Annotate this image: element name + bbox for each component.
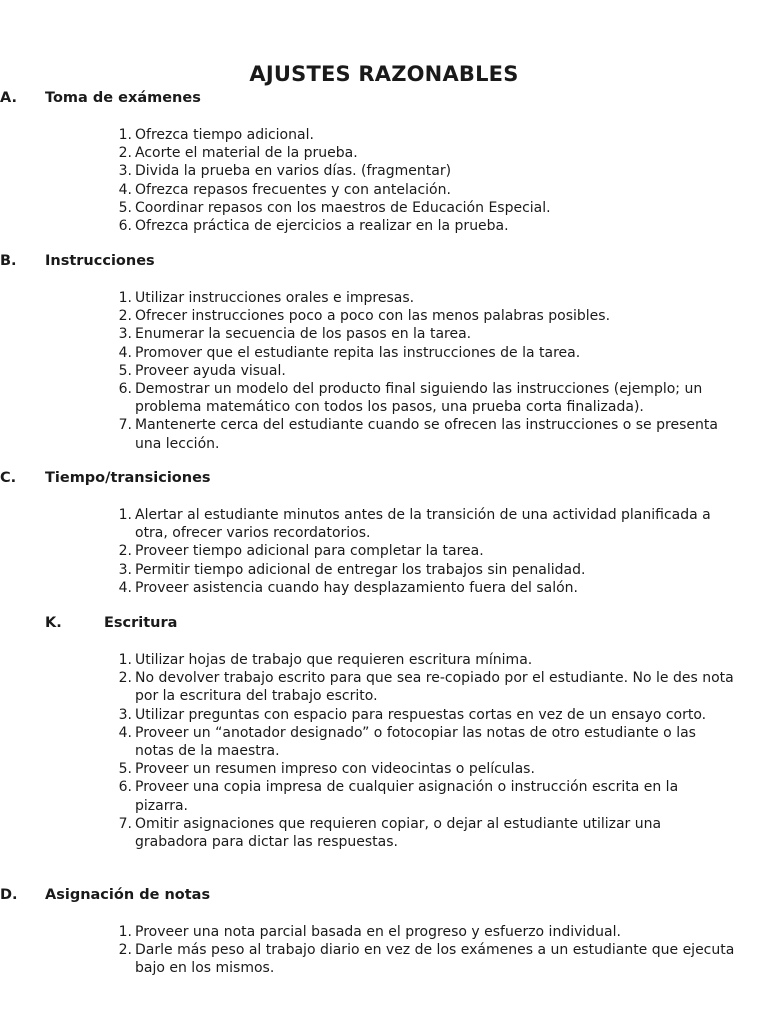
list-item: 3. Utilizar preguntas con espacio para respuestas cortas en vez de un ensayo corto. xyxy=(118,706,707,723)
list-item: 7. Mantenerte cerca del estudiante cuando se ofrecen las instrucciones o se presenta una lección. xyxy=(118,417,718,452)
section-title: Toma de exámenes xyxy=(45,90,201,106)
section-title: Tiempo/transiciones xyxy=(45,470,211,486)
list-item: 2. Ofrecer instrucciones poco a poco con las menos palabras posibles. xyxy=(118,308,611,325)
list-item: 3. Divida la prueba en varios días. (fragmentar) xyxy=(118,163,452,180)
section-letter: B. xyxy=(0,253,17,269)
list-item: 7. Omitir asignaciones que requieren copiar, o dejar al estudiante utilizar una grabadora para dictar las respuestas. xyxy=(118,815,662,851)
list-item: 4. Promover que el estudiante repita las instrucciones de la tarea. xyxy=(118,344,581,361)
section-letter: C. xyxy=(0,470,17,486)
list-item: 5. Proveer ayuda visual. xyxy=(118,362,286,379)
list-item: 2. Proveer tiempo adicional para completar la tarea. xyxy=(118,543,484,560)
list-item: 3. Permitir tiempo adicional de entregar los trabajos sin penalidad. xyxy=(118,561,586,578)
section-list-b xyxy=(118,289,735,453)
section-list-d xyxy=(118,923,735,978)
section-title: Instrucciones xyxy=(45,253,155,269)
section-list-c xyxy=(118,506,735,597)
list-item: 6. Proveer una copia impresa de cualquier asignación o instrucción escrita en la pizarra. xyxy=(118,779,679,814)
list-item: 3. Enumerar la secuencia de los pasos en la tarea. xyxy=(118,326,472,343)
list-item: 2. Acorte el material de la prueba. xyxy=(118,145,358,162)
document-title: AJUSTES RAZONABLES xyxy=(249,62,519,86)
section-letter: A. xyxy=(0,90,17,106)
list-item: 2. No devolver trabajo escrito para que sea re-copiado por el estudiante. No le des nota por la escritura del trabajo escrito. xyxy=(118,670,734,705)
list-item: 1. Utilizar instrucciones orales e impresas. xyxy=(118,290,415,306)
list-item: 5. Coordinar repasos con los maestros de Educación Especial. xyxy=(118,199,551,216)
list-item: 1. Proveer una nota parcial basada en el progreso y esfuerzo individual. xyxy=(118,924,621,940)
list-item: 4. Proveer asistencia cuando hay desplazamiento fuera del salón. xyxy=(118,579,578,596)
list-item: 1. Alertar al estudiante minutos antes de la transición de una actividad planificada a otra, ofrecer varios recordatorios. xyxy=(118,507,711,542)
list-item: 4. Ofrezca repasos frecuentes y con antelación. xyxy=(118,181,451,198)
section-letter: K. xyxy=(45,615,62,631)
section-letter: D. xyxy=(0,887,18,903)
section-list-k xyxy=(118,651,735,851)
list-item: 2. Darle más peso al trabajo diario en vez de los exámenes a un estudiante que ejecuta bajo en los mismos. xyxy=(118,942,735,977)
section-title: Asignación de notas xyxy=(45,887,211,903)
list-item: 6. Ofrezca práctica de ejercicios a realizar en la prueba. xyxy=(118,218,509,235)
section-list-a xyxy=(118,126,735,235)
list-item: 4. Proveer un “anotador designado” o fotocopiar las notas de otro estudiante o las notas de la maestra. xyxy=(118,724,696,760)
section-title: Escritura xyxy=(104,615,178,631)
list-item: 1. Utilizar hojas de trabajo que requieren escritura mínima. xyxy=(118,652,533,668)
list-item: 6. Demostrar un modelo del producto final siguiendo las instrucciones (ejemplo; un problema matemático con todos los pasos, una prueba corta finalizada). xyxy=(118,381,703,416)
list-item: 5. Proveer un resumen impreso con videocintas o películas. xyxy=(118,761,535,778)
list-item: 1. Ofrezca tiempo adicional. xyxy=(118,127,314,143)
